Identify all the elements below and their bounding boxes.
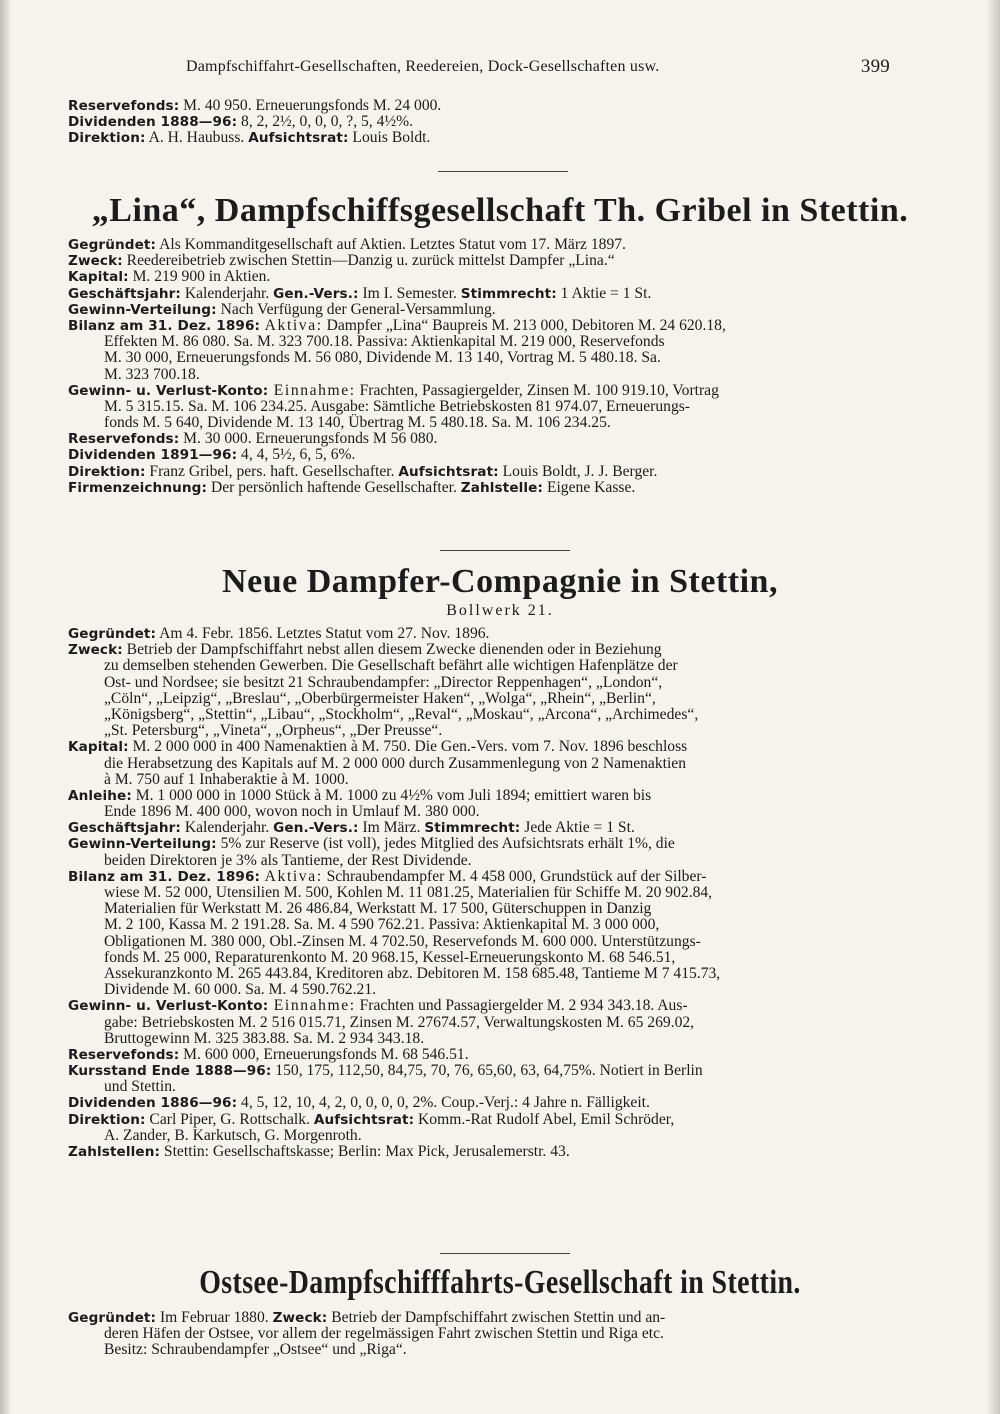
text-line [68,1310,888,1326]
field-label: Gewinn-Verteilung: [68,836,217,853]
field-label: Stimmrecht: [424,820,521,837]
field-label: Kapital: [68,739,129,756]
field-text: Franz Gribel, pers. haft. Gesellschafter. [145,462,399,480]
field-text: M. 5 315.15. Sa. M. 106 234.25. Ausgabe: Sämtliche Betriebskosten 81 974.07, Erneuerungs- [104,397,690,415]
text-line [68,431,888,447]
field-label: Zahlstelle: [460,479,544,496]
field-text: Betrieb der Dampfschiffahrt nebst allen diesem Zwecke dienenden oder in Beziehung [122,641,662,659]
field-label: Geschäftsjahr: [68,820,181,837]
text-line [68,399,888,415]
text-line [68,723,888,739]
field-text: deren Häfen der Ostsee, vor allem der regelmässigen Fahrt zwischen Stettin und Riga etc. [104,1325,664,1343]
field-text: Assekuranzkonto M. 265 443.84, Kreditoren abz. Debitoren M. 158 685.48, Tantieme M 7 415.73, [104,964,721,982]
section-divider [440,550,570,551]
text-line [68,998,888,1014]
field-text: M. 219 900 in Aktien. [128,268,271,286]
text-line [68,269,888,285]
field-text: Materialien für Werkstatt M. 26 486.84, Werkstatt M. 17 500, Güterschuppen in Danzig [104,900,652,918]
text-line [68,1047,888,1063]
text-line [68,626,888,642]
text-line [68,114,888,130]
field-text: Dampfer „Lina“ Baupreis M. 213 000, Debitoren M. 24 620.18, [322,316,726,334]
field-label: Geschäftsjahr: [68,285,181,302]
field-label: Zweck: [272,1310,328,1326]
field-text: M. 30 000, Erneuerungsfonds M. 56 080, Dividende M. 13 140, Vortrag M. 5 480.18. Sa. [104,349,661,367]
scan-edge-right [986,0,1000,1414]
field-label: Dividenden 1888—96: [68,114,238,131]
field-text: Im Februar 1880. [156,1309,273,1326]
field-label: Gewinn-Verteilung: [68,301,217,318]
text-line [68,788,888,804]
section-divider [438,171,568,172]
text-line [68,415,888,431]
lina-entry-block [68,237,888,496]
field-label: Gewinn- u. Verlust-Konto: [68,998,269,1015]
field-text: die Herabsetzung des Kapitals auf M. 2 000 000 durch Zusammenlegung von 2 Namenaktien [104,754,687,772]
heading-lina: „Lina“, Dampfschiffsgesellschaft Th. Gribel in Stettin. [91,192,909,229]
field-text: M. 2 000 000 in 400 Namenaktien à M. 750. Die Gen.-Vers. vom 7. Nov. 1896 beschloss [128,738,688,756]
field-label: Direktion: [68,130,146,147]
field-text: 1 Aktie = 1 St. [556,284,652,302]
field-text: M. 40 950. Erneuerungsfonds M. 24 000. [179,97,442,114]
text-line [68,464,888,480]
field-text: Louis Boldt. [348,129,431,147]
field-label: Gegründet: [68,237,157,253]
field-label: Bilanz am 31. Dez. 1896: [68,868,261,885]
text-line [68,901,888,917]
field-label: Bilanz am 31. Dez. 1896: [68,317,261,334]
text-line [68,98,888,114]
text-line [68,1342,888,1358]
text-line [68,950,888,966]
field-label: Firmenzeichnung: [68,479,208,496]
field-text: Obligationen M. 380 000, Obl.-Zinsen M. 4 702.50, Reservefonds M. 600 000. Unterstützungs- [104,932,701,950]
field-label: Aufsichtsrat: [398,463,499,480]
text-line [68,675,888,691]
text-line [68,350,888,366]
field-label: Reservefonds: [68,98,180,114]
spaced-label: Einnahme: [268,381,356,399]
field-label: Gegründet: [68,626,157,642]
text-line [68,447,888,463]
field-label: Zweck: [68,642,123,659]
text-line [68,1128,888,1144]
field-text: gabe: Betriebskosten M. 2 516 015.71, Zinsen M. 27674.57, Verwaltungskosten M. 65 269.02, [104,1013,695,1031]
neue-entry-block [68,626,888,1160]
text-line [68,966,888,982]
field-text: und Stettin. [104,1078,176,1096]
field-text: Ende 1896 M. 400 000, wovon noch in Umlauf M. 380 000. [104,803,480,821]
field-text: 150, 175, 112,50, 84,75, 70, 76, 65,60, 63, 64,75%. Notiert in Berlin [271,1062,703,1080]
field-text: wiese M. 52 000, Utensilien M. 500, Kohlen M. 11 081.25, Materialien für Schiffe M. 20 902.84, [104,884,713,901]
field-label: Anleihe: [68,787,132,804]
field-text: à M. 750 auf 1 Inhaberaktie à M. 1000. [104,770,349,788]
text-line [68,302,888,318]
text-line [68,1031,888,1047]
text-line [68,318,888,334]
field-text: Jede Aktie = 1 St. [520,819,635,837]
field-label: Stimmrecht: [460,285,557,302]
text-line [68,1095,888,1111]
field-text: Kalenderjahr. [180,819,274,837]
field-label: Gegründet: [68,1310,157,1326]
heading-neue-dampfer: Neue Dampfer-Compagnie in Stettin, [222,563,778,600]
field-text: Als Kommanditgesellschaft auf Aktien. Letztes Statut vom 17. März 1897. [156,236,626,253]
ostsee-entry-block [68,1310,888,1359]
field-label: Dividenden 1886—96: [68,1095,238,1112]
text-line [68,237,888,253]
field-label: Kursstand Ende 1888—96: [68,1063,272,1080]
running-head-title: Dampfschiffahrt-Gesellschaften, Reedereien, Dock-Gesellschaften usw. [186,58,660,75]
text-line [68,253,888,269]
field-text: fonds M. 25 000, Reparaturenkonto M. 20 968.15, Kessel-Erneuerungskonto M. 68 546.51, [104,948,676,966]
field-text: Frachten und Passagiergelder M. 2 934 343.18. Aus- [355,997,688,1015]
field-label: Direktion: [68,463,146,480]
text-line [68,642,888,658]
text-line [68,480,888,496]
field-text: Frachten, Passagiergelder, Zinsen M. 100 919.10, Vortrag [355,381,719,399]
top-entry-block [68,98,888,147]
spaced-label: Aktiva: [260,867,323,885]
text-line [68,658,888,674]
field-text: A. H. Haubuss. [145,129,249,147]
text-line [68,383,888,399]
text-line [68,853,888,869]
page-number: 399 [860,56,890,77]
field-text: „Königsberg“, „Stettin“, „Libau“, „Stockholm“, „Reval“, „Moskau“, „Arcona“, „Archimedes“, [104,705,699,723]
text-line [68,1144,888,1160]
field-text: M. 323 700.18. [104,365,200,383]
text-line [68,1112,888,1128]
field-label: Kapital: [68,269,129,286]
field-text: A. Zander, B. Karkutsch, G. Morgenroth. [104,1126,362,1144]
field-label: Direktion: [68,1111,146,1128]
field-text: zu demselben stehenden Gewerben. Die Gesellschaft befährt alle wichtigen Hafenplätze der [104,657,678,675]
field-label: Aufsichtsrat: [248,130,349,147]
field-label: Dividenden 1891—96: [68,447,238,464]
field-label: Reservefonds: [68,431,180,448]
field-text: Stettin: Gesellschaftskasse; Berlin: Max Pick, Jerusalemerstr. 43. [160,1143,570,1160]
field-text: 8, 2, 2½, 0, 0, 0, ?, 5, 4½%. [237,113,413,131]
text-line [68,1063,888,1079]
text-line [68,772,888,788]
field-label: Zweck: [68,253,123,270]
field-label: Reservefonds: [68,1046,180,1063]
text-line [68,820,888,836]
field-text: Ost- und Nordsee; sie besitzt 21 Schraubendampfer: „Director Reppenhagen“, „London“, [104,673,663,691]
field-text: Der persönlich haftende Gesellschafter. [207,478,461,496]
section-divider [440,1253,570,1254]
field-text: Carl Piper, G. Rottschalk. [145,1110,314,1128]
field-text: Louis Boldt, J. J. Berger. [498,462,658,480]
field-text: Nach Verfügung der General-Versammlung. [216,300,496,318]
text-line [68,934,888,950]
spaced-label: Aktiva: [260,316,323,334]
field-text: M. 1 000 000 in 1000 Stück à M. 1000 zu 4½% vom Juli 1894; emittiert waren bis [131,786,652,804]
field-label: Gen.-Vers.: [273,285,359,302]
text-line [68,367,888,383]
address-neue-dampfer: Bollwerk 21. [446,602,554,619]
field-text: Bruttogewinn M. 325 383.88. Sa. M. 2 934 343.18. [104,1029,425,1047]
text-line [68,885,888,901]
field-label: Gewinn- u. Verlust-Konto: [68,382,269,399]
field-text: „St. Petersburg“, „Vineta“, „Orpheus“, „Der Preusse“. [104,722,443,740]
spaced-label: Einnahme: [268,997,356,1015]
text-line [68,982,888,998]
field-text: Dividende M. 60 000. Sa. M. 4 590.762.21. [104,981,377,999]
field-text: M. 2 100, Kassa M. 2 191.28. Sa. M. 4 590 762.21. Passiva: Aktienkapital M. 3 000 000, [104,916,660,934]
text-line [68,691,888,707]
field-text: Effekten M. 86 080. Sa. M. 323 700.18. Passiva: Aktienkapital M. 219 000, Reservefonds [104,333,665,351]
field-text: 4, 4, 5½, 6, 5, 6%. [237,446,356,464]
text-line [68,917,888,933]
text-line [68,334,888,350]
field-text: beiden Direktoren je 3% als Tantieme, der Rest Dividende. [104,851,472,869]
text-line [68,804,888,820]
field-label: Aufsichtsrat: [313,1111,415,1128]
field-text: Im I. Semester. [358,284,461,302]
running-head [70,58,890,82]
field-text: Komm.-Rat Rudolf Abel, Emil Schröder, [414,1110,675,1128]
field-text: Schraubendampfer M. 4 458 000, Grundstück auf der Silber- [322,867,707,885]
text-line [68,1326,888,1342]
text-line [68,836,888,852]
text-line [68,756,888,772]
field-text: „Cöln“, „Leipzig“, „Breslau“, „Oberbürgermeister Haken“, „Wolga“, „Rhein“, „Berlin“, [104,689,656,707]
field-text: 4, 5, 12, 10, 4, 2, 0, 0, 0, 0, 2%. Coup.-Verj.: 4 Jahre n. Fälligkeit. [237,1094,650,1112]
field-text: Eigene Kasse. [543,478,636,496]
field-text: Besitz: Schraubendampfer „Ostsee“ und „Riga“. [104,1341,407,1359]
field-text: Reedereibetrieb zwischen Stettin—Danzig u. zurück mittelst Dampfer „Lina.“ [122,252,615,270]
scan-edge-left [0,0,10,1414]
field-text: Kalenderjahr. [180,284,274,302]
text-line [68,1079,888,1095]
text-line [68,739,888,755]
text-line [68,869,888,885]
text-line [68,1015,888,1031]
field-text: 5% zur Reserve (ist voll), jedes Mitglied des Aufsichtsrats erhält 1%, die [216,835,675,853]
text-line [68,130,888,146]
text-line [68,286,888,302]
field-text: Betrieb der Dampfschiffahrt zwischen Stettin und an- [327,1309,666,1326]
text-line [68,707,888,723]
field-text: M. 30 000. Erneuerungsfonds M 56 080. [179,430,438,448]
heading-ostsee: Ostsee-Dampfschifffahrts-Gesellschaft in Stettin. [199,1264,801,1301]
field-text: M. 600 000, Erneuerungsfonds M. 68 546.51. [179,1045,469,1063]
field-label: Zahlstellen: [68,1144,161,1160]
field-text: Am 4. Febr. 1856. Letztes Statut vom 27. Nov. 1896. [156,625,490,642]
field-text: fonds M. 5 640, Dividende M. 13 140, Übertrag M. 5 480.18. Sa. M. 106 234.25. [104,414,611,432]
field-label: Gen.-Vers.: [273,820,359,837]
field-text: Im März. [358,819,425,837]
